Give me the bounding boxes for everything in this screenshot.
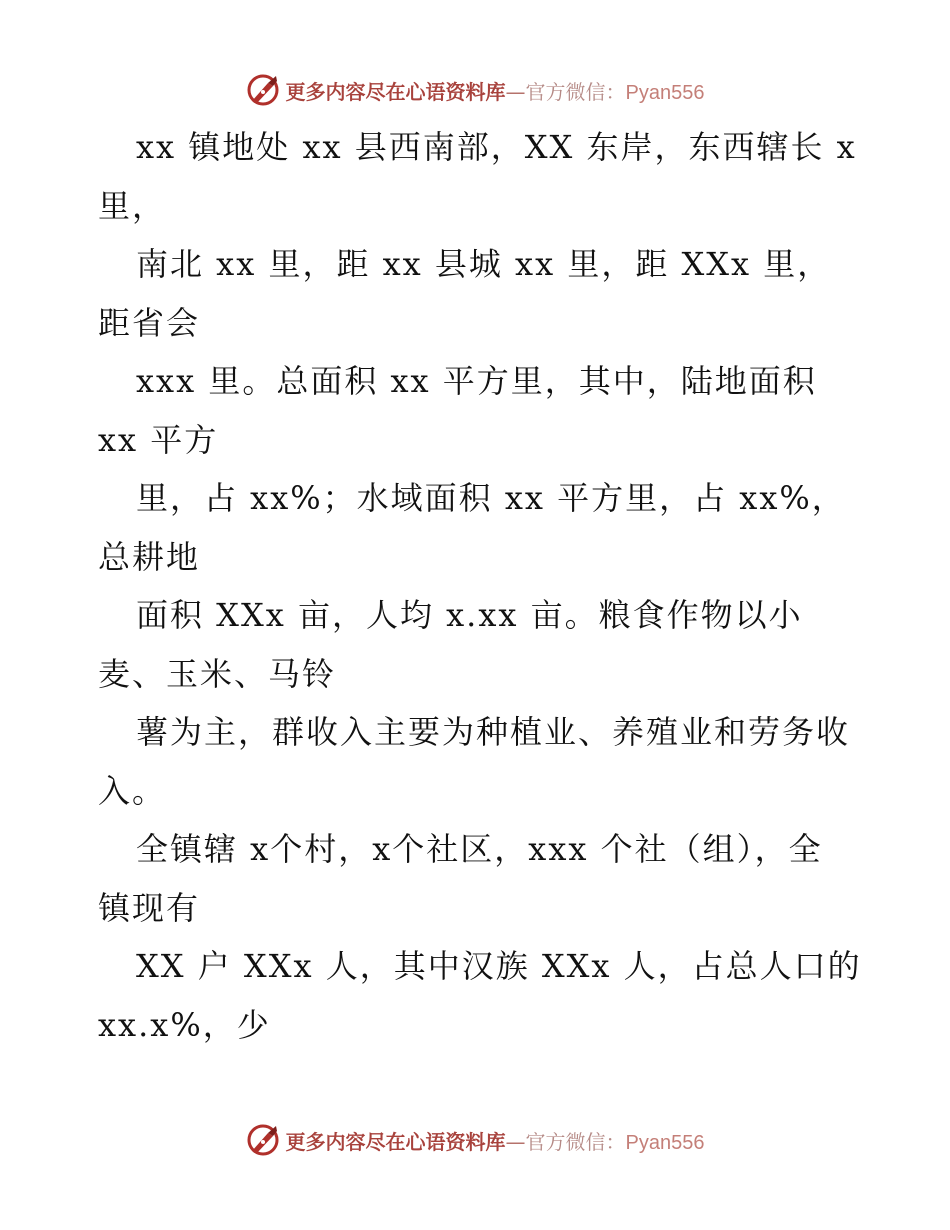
text-line: xxx 里。总面积 xx 平方里，其中，陆地面积 [136, 362, 817, 400]
header-brand: 更多内容尽在心语资料库 [285, 79, 506, 104]
pen-logo-icon [246, 73, 280, 107]
text-line: 距省会 [98, 303, 201, 342]
text-line: 全镇辖 x个村，x个社区，xxx 个社（组），全 [136, 830, 823, 868]
header-wechat-id: Pyan556 [625, 81, 705, 104]
text-line: 总耕地 [98, 537, 201, 576]
text-line: xx 镇地处 xx 县西南部，XX 东岸，东西辖长 x [136, 128, 857, 166]
text-line: 薯为主，群收入主要为种植业、养殖业和劳务收 [136, 713, 851, 751]
text-line: 里， [98, 186, 167, 225]
footer-brand: 更多内容尽在心语资料库 [285, 1129, 506, 1154]
footer-dash: — [505, 1129, 526, 1154]
text-line: 面积 XXx 亩，人均 x.xx 亩。粮食作物以小 [136, 596, 803, 634]
footer-wechat-id: Pyan556 [625, 1131, 705, 1154]
text-line: xx 平方 [98, 420, 219, 459]
document-body [98, 118, 862, 1054]
footer-label: 官方微信： [525, 1129, 626, 1154]
header-text [286, 76, 705, 105]
footer-banner [0, 1120, 950, 1160]
text-line: 麦、玉米、马铃 [98, 654, 337, 693]
text-line: 南北 xx 里，距 xx 县城 xx 里，距 XXx 里， [136, 245, 832, 283]
text-line: 里，占 xx%；水域面积 xx 平方里，占 xx%， [136, 479, 846, 517]
header-dash: — [505, 79, 526, 104]
text-line: 入。 [98, 771, 167, 810]
text-line: XX 户 XXx 人，其中汉族 XXx 人，占总人口的 [136, 947, 862, 985]
text-line: 镇现有 [98, 888, 201, 927]
text-line: xx.x%，少 [98, 1005, 271, 1044]
header-label: 官方微信： [525, 79, 626, 104]
pen-logo-icon [246, 1123, 280, 1157]
header-banner [0, 70, 950, 110]
footer-text [286, 1126, 705, 1155]
